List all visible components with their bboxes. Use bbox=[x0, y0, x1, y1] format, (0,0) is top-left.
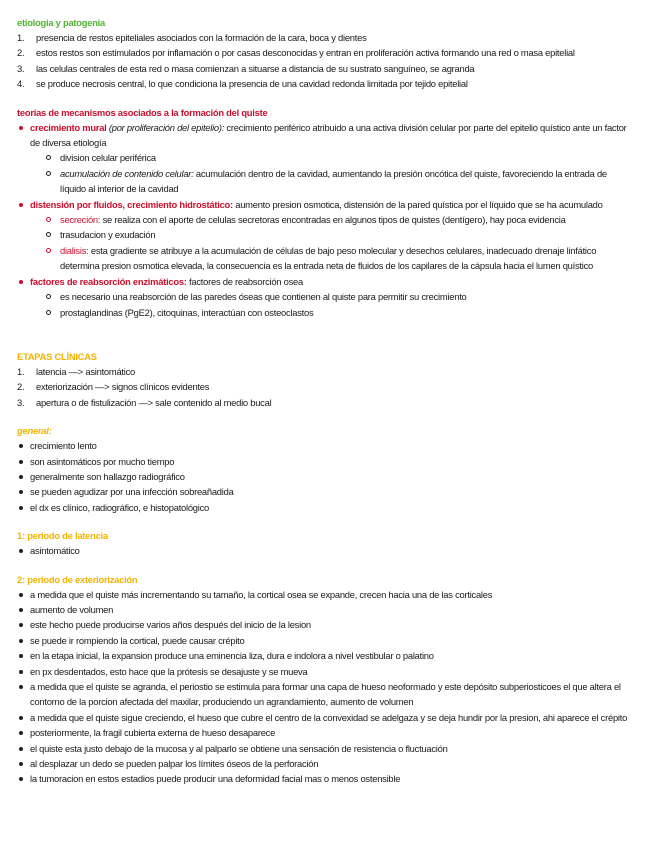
list-item: 4. se produce necrosis central, lo que condiciona la presencia de una cavidad redonda limitada por tejido epitelial bbox=[17, 78, 468, 90]
list-item: a medida que el quiste más incrementando su tamaño, la cortical osea se expande, crecen hacia una de las corticales bbox=[17, 587, 631, 602]
sub-list-item: trasudacion y exudación bbox=[17, 227, 631, 242]
list-item: asintomático bbox=[17, 543, 631, 558]
list-item: en la etapa inicial, la expansion produce una eminencia liza, dura e indolora a nivel vestibular o palatino bbox=[17, 648, 631, 663]
list-item: al desplazar un dedo se pueden palpar los límites óseos de la perforación bbox=[17, 756, 631, 771]
sub-list-item: prostaglandinas (PgE2), citoquinas, interactúan con osteoclastos bbox=[17, 305, 631, 320]
sub-list-item: division celular periférica bbox=[17, 150, 631, 165]
list-item: 1. presencia de restos epiteliales asociados con la formación de la cara, boca y dientes bbox=[17, 32, 367, 43]
latencia-list bbox=[17, 543, 631, 558]
sub-list-item: es necesario una reabsorción de las paredes óseas que contienen al quiste para permitir su crecimiento bbox=[17, 289, 631, 304]
sub-list-item: acumulación de contenido celular: acumulación dentro de la cavidad, aumentando la presión oncótica del quiste, favoreciendo la entrada de líquido al interior de la cavidad bbox=[17, 166, 631, 197]
etiologia-list bbox=[17, 30, 631, 92]
list-item: a medida que el quiste se agranda, el periostio se estimula para formar una capa de hueso neoformado y este depósito subperiosticoes el que altera el contorno de la porcion afectada del maxilar, produciendo un agrandamiento, aumento de volumen bbox=[17, 679, 631, 710]
list-item-distension: distensión por fluidos, crecimiento hidrostático: aumento presion osmotica, distensión de la pared quística por el líquido que se ha acumulado bbox=[17, 197, 631, 212]
general-heading: general: bbox=[17, 425, 52, 437]
list-item: el quiste esta justo debajo de la mucosa y al palparlo se obtiene una sensación de resistencia o fluctuación bbox=[17, 741, 631, 756]
list-item-factores: factores de reabsorción enzimáticos: factores de reabsorción osea bbox=[17, 274, 631, 289]
general-list bbox=[17, 438, 631, 515]
latencia-heading: 1: periodo de latencia bbox=[17, 530, 108, 542]
teorias-list bbox=[17, 120, 631, 320]
sub-list-item: secreción: se realiza con el aporte de celulas secretoras encontradas en algunos tipos de quistes (dentígero), hay poca evidencia bbox=[17, 212, 631, 227]
list-item: crecimiento lento bbox=[17, 438, 631, 453]
etiologia-heading: etiologia y patogenia bbox=[17, 17, 105, 28]
list-item: en px desdentados, esto hace que la prótesis se desajuste y se mueva bbox=[17, 664, 631, 679]
list-item: generalmente son hallazgo radiográfico bbox=[17, 469, 631, 484]
list-item: 3. apertura o de fistulización —> sale contenido al medio bucal bbox=[17, 396, 272, 408]
list-item: este hecho puede producirse varios años después del inicio de la lesion bbox=[17, 617, 631, 632]
etapas-list bbox=[17, 364, 631, 410]
list-item: aumento de volumen bbox=[17, 602, 631, 617]
list-item: se pueden agudizar por una infección sobreañadida bbox=[17, 484, 631, 499]
list-item: 1. latencia —> asintomático bbox=[17, 365, 136, 377]
list-item: son asintomáticos por mucho tiempo bbox=[17, 454, 631, 469]
list-item-crecimiento: crecimiento mural (por proliferación del epitelio): crecimiento periférico atribuido a una activa división celular por parte del epitelio quístico ante un factor de diversa etiología bbox=[17, 120, 631, 151]
list-item: a medida que el quiste sigue creciendo, el hueso que cubre el centro de la convexidad se adelgaza y se deja hundir por la presion, ahi aparece el crépito bbox=[17, 710, 631, 725]
etapas-heading: ETAPAS CLÍNICAS bbox=[17, 350, 97, 362]
teorias-heading: teorias de mecanismos asociados a la formación del quiste bbox=[17, 106, 268, 118]
list-item: 2. estos restos son estimulados por inflamación o por casas desconocidas y entran en proliferación activa formando una red o masa epitelial bbox=[17, 47, 575, 59]
exteriorizacion-list bbox=[17, 587, 631, 787]
list-item: 2. exteriorización —> signos clínicos evidentes bbox=[17, 381, 210, 393]
list-item: 3. las celulas centrales de esta red o masa comienzan a situarse a distancia de su sustrato sanguíneo, se agranda bbox=[17, 62, 475, 74]
list-item: posteriormente, la fragil cubierta externa de hueso desaparece bbox=[17, 725, 631, 740]
list-item: se puede ir rompiendo la cortical, puede causar crépito bbox=[17, 633, 631, 648]
list-item: el dx es clínico, radiográfico, e histopatológico bbox=[17, 500, 631, 515]
sub-list-item: dialisis: esta gradiente se atribuye a la acumulación de células de bajo peso molecular y desechos celulares, inadecuado drenaje linfático determina presion osmotica elevada, la consecuencia es la entrada neta de fluidos de los capilares de la cápsula hacia el lumen quístico bbox=[17, 243, 631, 274]
list-item: la tumoracion en estos estadios puede producir una deformidad facial mas o menos ostensible bbox=[17, 771, 631, 786]
exteriorizacion-heading: 2: periodo de exteriorización bbox=[17, 573, 138, 585]
